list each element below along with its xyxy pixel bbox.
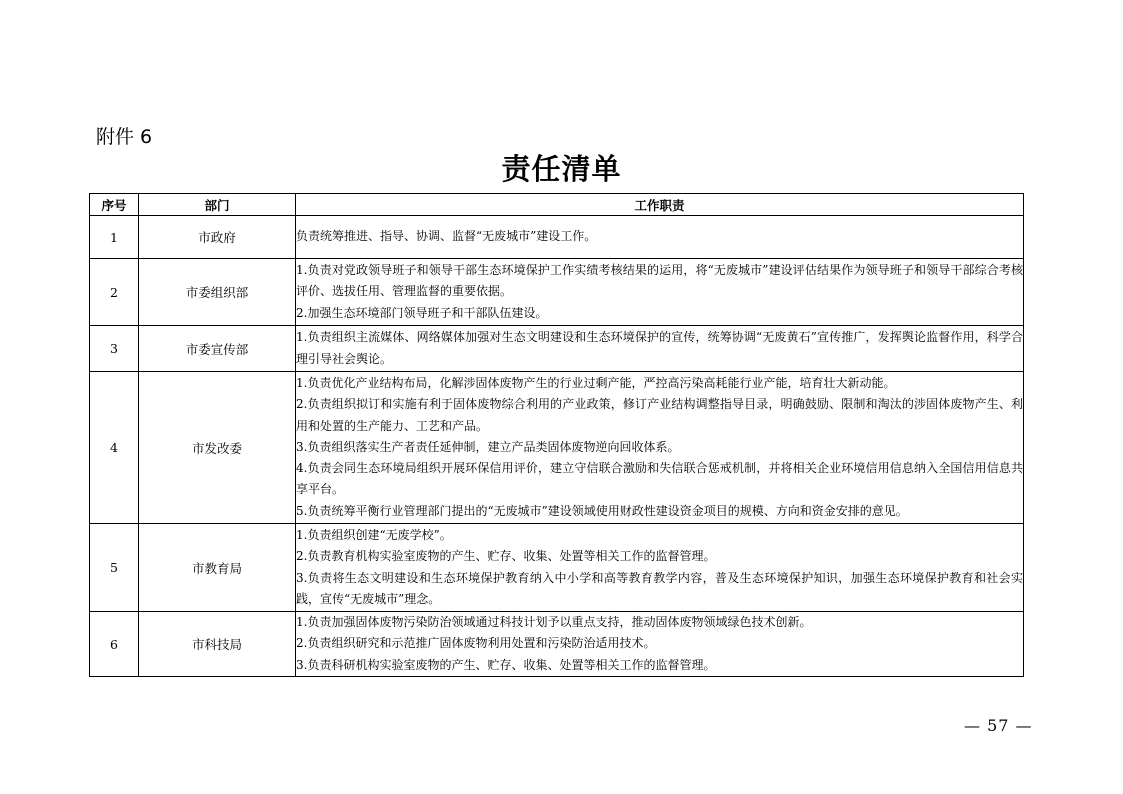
duty-item: 1.负责对党政领导班子和领导干部生态环境保护工作实绩考核结果的运用，将“无废城市”建设评估结果作为领导班子和领导干部综合考核评价、选拔任用、管理监督的重要依据。: [296, 263, 1023, 299]
document-title: 责任清单: [501, 152, 622, 186]
table-row: [90, 326, 1024, 372]
duty-item: 1.负责组织主流媒体、网络媒体加强对生态文明建设和生态环境保护的宣传，统筹协调“无废黄石”宣传推广，发挥舆论监督作用，科学合理引导社会舆论。: [296, 330, 1023, 366]
duty-item: 3.负责将生态文明建设和生态环境保护教育纳入中小学和高等教育教学内容，普及生态环境保护知识，加强生态环境保护教育和社会实践，宣传“无废城市”理念。: [296, 570, 1023, 606]
table-row: [90, 259, 1024, 326]
row-seq: 4: [90, 372, 139, 524]
duty-item: 1.负责组织创建“无废学校”。: [296, 527, 452, 542]
duty-item: 2.加强生态环境部门领导班子和干部队伍建设。: [296, 305, 548, 320]
duty-item: 5.负责统筹平衡行业管理部门提出的“无废城市”建设领域使用财政性建设资金项目的规模、方向和资金安排的意见。: [296, 503, 908, 518]
row-duties: [296, 372, 1024, 524]
duty-item: 4.负责会同生态环境局组织开展环保信用评价，建立守信联合激励和失信联合惩戒机制，并将相关企业环境信用信息纳入全国信用信息共享平台。: [296, 461, 1023, 497]
row-seq: 6: [90, 612, 139, 677]
duty-item: 2.负责组织拟订和实施有利于固体废物综合利用的产业政策，修订产业结构调整指导目录，明确鼓励、限制和淘汰的涉固体废物产生、利用和处置的生产能力、工艺和产品。: [296, 397, 1023, 433]
duty-item: 1.负责优化产业结构布局，化解涉固体废物产生的行业过剩产能，严控高污染高耗能行业产能，培育壮大新动能。: [296, 375, 896, 390]
row-duties: [296, 524, 1024, 612]
row-dept: 市科技局: [139, 612, 296, 677]
row-duties: [296, 216, 1024, 259]
duty-item: 2.负责组织研究和示范推广固体废物利用处置和污染防治适用技术。: [296, 636, 656, 651]
table-row: [90, 216, 1024, 259]
row-duties: [296, 612, 1024, 677]
table-header-row: [90, 194, 1024, 216]
row-seq: 3: [90, 326, 139, 372]
page-number: — 57 —: [964, 716, 1033, 735]
row-dept: 市发改委: [139, 372, 296, 524]
responsibility-table: [89, 193, 1024, 677]
duty-item: 2.负责教育机构实验室废物的产生、贮存、收集、处置等相关工作的监督管理。: [296, 549, 716, 564]
row-duties: [296, 259, 1024, 326]
duty-item: 负责统筹推进、指导、协调、监督“无废城市”建设工作。: [296, 229, 597, 244]
row-dept: 市教育局: [139, 524, 296, 612]
row-seq: 1: [90, 216, 139, 259]
row-dept: 市委宣传部: [139, 326, 296, 372]
table-row: [90, 524, 1024, 612]
row-seq: 5: [90, 524, 139, 612]
duty-item: 1.负责加强固体废物污染防治领域通过科技计划予以重点支持，推动固体废物领域绿色技术创新。: [296, 615, 812, 630]
table-row: [90, 372, 1024, 524]
table-row: [90, 612, 1024, 677]
row-seq: 2: [90, 259, 139, 326]
header-duties: 工作职责: [296, 194, 1024, 216]
duty-item: 3.负责科研机构实验室废物的产生、贮存、收集、处置等相关工作的监督管理。: [296, 657, 716, 672]
header-seq: 序号: [90, 194, 139, 216]
row-dept: 市委组织部: [139, 259, 296, 326]
row-dept: 市政府: [139, 216, 296, 259]
row-duties: [296, 326, 1024, 372]
attachment-label: 附件 6: [96, 126, 153, 148]
header-dept: 部门: [139, 194, 296, 216]
duty-item: 3.负责组织落实生产者责任延伸制，建立产品类固体废物逆向回收体系。: [296, 439, 680, 454]
